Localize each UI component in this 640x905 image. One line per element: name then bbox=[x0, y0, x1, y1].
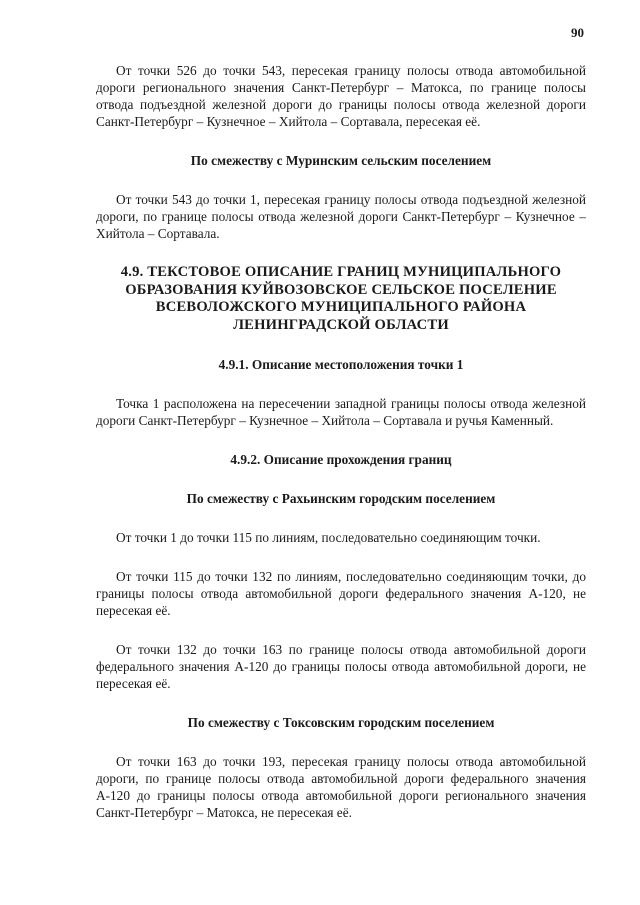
paragraph: От точки 163 до точки 193, пересекая границу полосы отвода автомобильной дороги, по границе полосы отвода автомобильной дороги федерального значения А-120 до границы полосы отвода автомобильной дороги регионального значения Санкт-Петербург – Матокса, не пересекая её. bbox=[96, 754, 586, 820]
page-number: 90 bbox=[571, 25, 584, 40]
paragraph: От точки 115 до точки 132 по линиям, последовательно соединяющим точки, до границы полосы отвода автомобильной дороги федерального значения А-120, не пересекая её. bbox=[96, 569, 586, 618]
paragraph: От точки 132 до точки 163 по границе полосы отвода автомобильной дороги федерального значения А-120 до границы полосы отвода автомобильной дороги, не пересекая её. bbox=[96, 642, 586, 691]
paragraph: От точки 526 до точки 543, пересекая границу полосы отвода автомобильной дороги регионального значения Санкт-Петербург – Матокса, по границе полосы отвода подъездной железной дороги до границы полосы отвода железной дороги Санкт-Петербург – Кузнечное – Хийтола – Сортавала, пересекая её. bbox=[96, 63, 586, 129]
paragraph: От точки 1 до точки 115 по линиям, последовательно соединяющим точки. bbox=[116, 530, 541, 545]
subsection-heading: По смежеству с Муринским сельским поселением bbox=[190, 153, 492, 168]
paragraph: Точка 1 расположена на пересечении западной границы полосы отвода железной дороги Санкт-Петербург – Кузнечное – Хийтола – Сортавала и ручья Каменный. bbox=[96, 396, 586, 428]
subsection-heading: По смежеству с Рахьинским городским поселением bbox=[186, 491, 496, 506]
subsection-heading: 4.9.1. Описание местоположения точки 1 bbox=[218, 357, 464, 372]
subsection-heading: По смежеству с Токсовским городским поселением bbox=[187, 715, 495, 730]
page-content bbox=[96, 62, 586, 821]
subsection-heading: 4.9.2. Описание прохождения границ bbox=[230, 452, 452, 467]
section-title: 4.9. ТЕКСТОВОЕ ОПИСАНИЕ ГРАНИЦ МУНИЦИПАЛЬНОГО ОБРАЗОВАНИЯ КУЙВОЗОВСКОЕ СЕЛЬСКОЕ ПОСЕЛЕНИЕ ВСЕВОЛОЖСКОГО МУНИЦИПАЛЬНОГО РАЙОНА ЛЕНИНГРАДСКОЙ ОБЛАСТИ bbox=[120, 264, 562, 333]
paragraph: От точки 543 до точки 1, пересекая границу полосы отвода подъездной железной дороги, по границе полосы отвода железной дороги Санкт-Петербург – Кузнечное – Хийтола – Сортавала. bbox=[96, 192, 586, 241]
